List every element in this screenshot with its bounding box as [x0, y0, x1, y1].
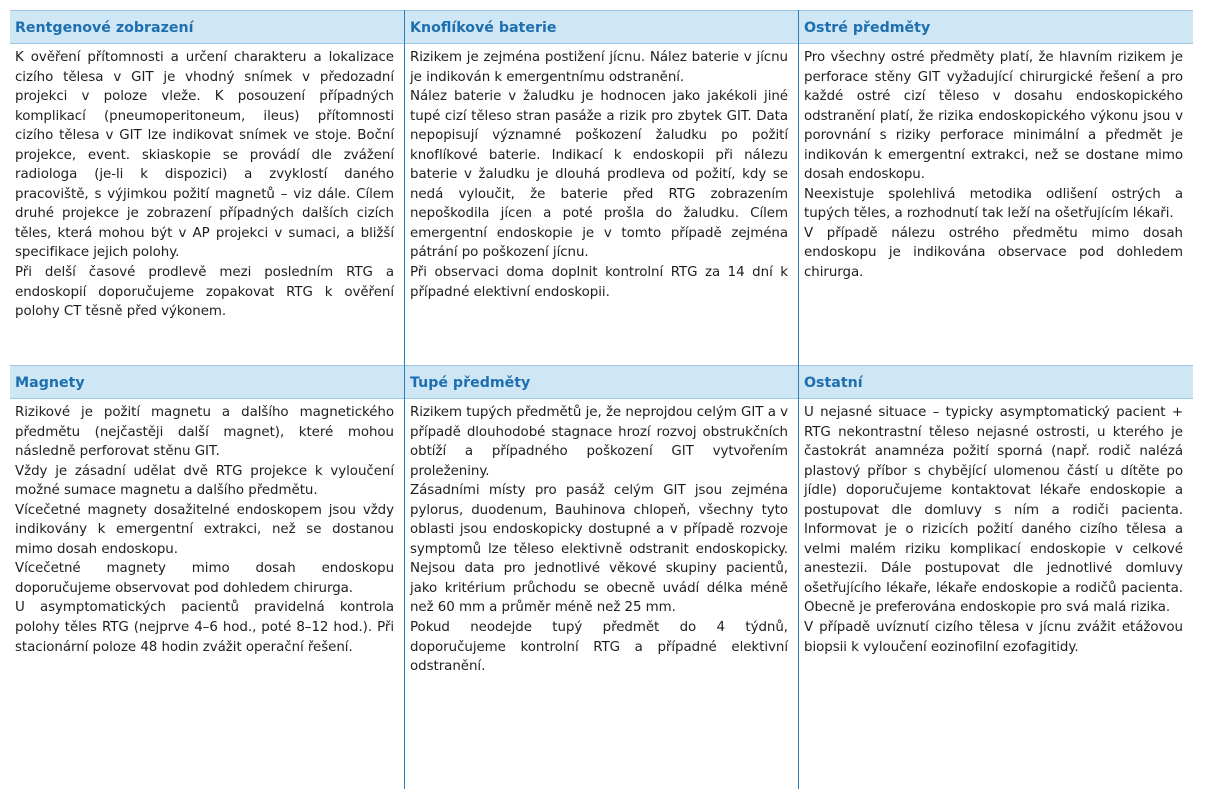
section-blunt-objects — [404, 365, 798, 789]
section-heading: Ostatní — [799, 365, 1193, 399]
paragraph: K ověření přítomnosti a určení charakteru a lokalizace cizího tělesa v GIT je vhodný snímek v předozadní projekci v poloze vleže. K posouzení případných komplikací (pneumoperitoneum, ileus) přítomnosti cizího tělesa v GIT lze indikovat snímek ve stoje. Boční projekce, event. skiaskopie se provádí dle zvážení radiologa (je-li k dispozici) a zvyklostí daného pracoviště, s výjimkou požití magnetů – viz dále. Cílem druhé projekce je zobrazení případných dalších cizích těles, která mohou být v AP projekci v sumaci, a bližší specifikace jejich polohy. — [15, 50, 394, 261]
table-row — [10, 365, 1193, 789]
paragraph: Při observaci doma doplnit kontrolní RTG za 14 dní k případné elektivní endoskopii. — [410, 265, 788, 300]
paragraph: Rizikem tupých předmětů je, že neprojdou celým GIT a v případě dlouhodobé stagnace hrozí rozvoj obstrukčních obtíží a případného poškození GIT vytvořením proleženiny. — [410, 405, 788, 479]
paragraph: Rizikem je zejména postižení jícnu. Nález baterie v jícnu je indikován k emergentnímu odstranění. — [410, 50, 788, 85]
section-batteries — [404, 10, 798, 365]
section-heading: Ostré předměty — [799, 10, 1193, 44]
section-body — [799, 399, 1193, 789]
section-body — [10, 399, 404, 789]
section-body — [405, 399, 798, 789]
section-body — [799, 44, 1193, 365]
paragraph: Pro všechny ostré předměty platí, že hlavním rizikem je perforace stěny GIT vyžadující chirurgické řešení a pro každé ostré cizí těleso v dosahu endoskopického odstranění platí, že rizika endoskopického výkonu jsou v porovnání s riziky perforace minimální a předmět je indikován k emergentní extrakci, než se dostane mimo dosah endoskopu. — [804, 50, 1183, 183]
section-rentgen — [10, 10, 404, 365]
paragraph: Nález baterie v žaludku je hodnocen jako jakékoli jiné tupé cizí těleso stran pasáže a rizik pro zbytek GIT. Data nepopisují významné poškození žaludku po požití knoflíkové baterie. Indikací k endoskopii při nálezu baterie v žaludku je dlouhá prodleva od požití, kdy se nedá vyloučit, že baterie před RTG zobrazením nepoškodila jícen a poté prošla do žaludku. Cílem emergentní endoskopie je v tomto případě zejména pátrání po poškození jícnu. — [410, 89, 788, 261]
paragraph: V případě uvíznutí cizího tělesa v jícnu zvážit etážovou biopsii k vyloučení eozinofilní ezofagitidy. — [804, 620, 1183, 655]
paragraph: Rizikové je požití magnetu a dalšího magnetického předmětu (nejčastěji další magnet), které mohou následně perforovat stěnu GIT. — [15, 405, 394, 460]
table-row — [10, 10, 1193, 365]
paragraph: V případě nálezu ostrého předmětu mimo dosah endoskopu je indikována observace pod dohledem chirurga. — [804, 225, 1183, 281]
section-sharp-objects — [798, 10, 1193, 365]
section-heading: Tupé předměty — [405, 365, 798, 399]
paragraph: U asymptomatických pacientů pravidelná kontrola polohy těles RTG (nejprve 4–6 hod., poté 8–12 hod.). Při stacionární poloze 48 hodin zvážit operační řešení. — [15, 600, 394, 655]
paragraph: Vícečetné magnety dosažitelné endoskopem jsou vždy indikovány k emergentní extrakci, než se dostanou mimo dosah endoskopu. — [15, 502, 394, 557]
paragraph: Vícečetné magnety mimo dosah endoskopu doporučujeme observovat pod dohledem chirurga. — [15, 561, 394, 596]
guideline-table — [10, 10, 1193, 789]
section-body — [10, 44, 404, 365]
section-magnets — [10, 365, 404, 789]
section-other — [798, 365, 1193, 789]
section-heading: Knoflíkové baterie — [405, 10, 798, 44]
section-heading: Magnety — [10, 365, 404, 399]
paragraph: U nejasné situace – typicky asymptomatický pacient + RTG nekontrastní těleso nejasné ostrosti, u kterého je častokrát anamnéza požití sporná (např. rodič nalézá plastový příbor s chybějící ulomenou částí u dítěte po jídle) doporučujeme kontaktovat lékaře endoskopie a postupovat dle domluvy s ním a rodiči pacienta. Informovat je o rizicích požití daného cizího tělesa a velmi malém riziku komplikací endoskopie v celkové anestezii. Dále postupovat dle jednotlivé domluvy ošetřujícího lékaře, lékaře endoskopie a rodičů pacienta. Obecně je preferována endoskopie pro svá malá rizika. — [804, 405, 1183, 616]
paragraph: Vždy je zásadní udělat dvě RTG projekce k vyloučení možné sumace magnetu a dalšího předmětu. — [15, 463, 394, 499]
paragraph: Při delší časové prodlevě mezi posledním RTG a endoskopií doporučujeme zopakovat RTG k ověření polohy CT těsně před výkonem. — [15, 265, 394, 320]
paragraph: Pokud neodejde tupý předmět do 4 týdnů, doporučujeme kontrolní RTG a případné elektivní odstranění. — [410, 620, 788, 675]
paragraph: Zásadními místy pro pasáž celým GIT jsou zejména pylorus, duodenum, Bauhinova chlopeň, všechny tyto oblasti jsou endoskopicky dostupné a v případě rozvoje symptomů lze těleso elektivně odstranit endoskopicky. Nejsou data pro jednotlivé věkové skupiny pacientů, jako kritérium průchodu se obecně uvádí délka méně než 60 mm a průměr méně než 25 mm. — [410, 483, 788, 616]
section-body — [405, 44, 798, 365]
section-heading: Rentgenové zobrazení — [10, 10, 404, 44]
paragraph: Neexistuje spolehlivá metodika odlišení ostrých a tupých těles, a rozhodnutí tak leží na ošetřujícím lékaři. — [804, 186, 1183, 222]
